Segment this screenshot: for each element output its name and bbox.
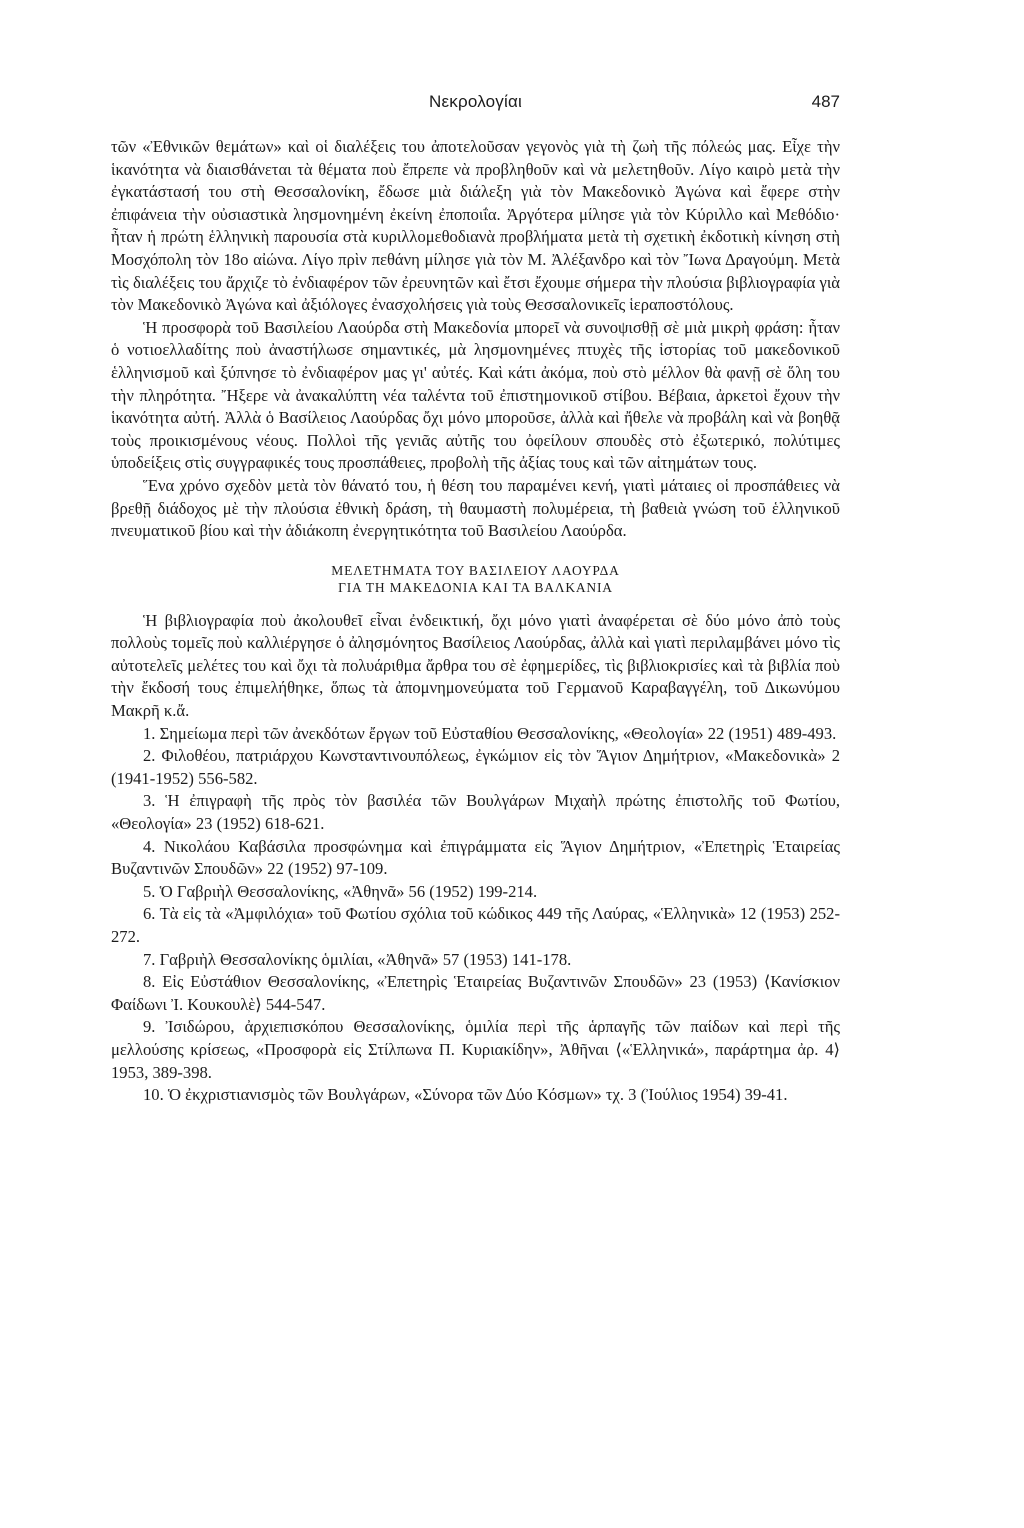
reference-item: 6. Τὰ εἰς τὰ «Ἀμφιλόχια» τοῦ Φωτίου σχόλια τοῦ κώδικος 449 τῆς Λαύρας, «Ἑλληνικὰ» 12 (1953) 252-272. xyxy=(111,904,840,946)
document-page xyxy=(111,92,840,1107)
running-header xyxy=(111,92,840,118)
bibliography xyxy=(111,610,840,1107)
bibliography-intro: Ἡ βιβλιογραφία ποὺ ἀκολουθεῖ εἶναι ἐνδεικτική, ὄχι μόνο γιατὶ ἀναφέρεται σὲ δύο μόνο ἀπὸ τοὺς πολλοὺς τομεῖς ποὺ καλλιέργησε ὁ ἀλησμόνητος Βασίλειος Λαούρδας, ἀλλὰ καὶ γιατὶ περιλαμβάνει μόνο τὶς αὐτοτελεῖς μελέτες του καὶ ὄχι τὰ πολυάριθμα ἄρθρα του σὲ ἐφημερίδες, τὶς βιβλιοκρισίες καὶ τὰ βιβλία ποὺ τὴν ἔκδοσή τους ἐπιμελήθηκε, ὅπως τὰ ἀπομνημονεύματα τοῦ Γερμανοῦ Καραβαγγέλη, τοῦ Δικωνύμου Μακρῆ κ.ἄ. xyxy=(111,610,840,721)
reference-item: 5. Ὁ Γαβριὴλ Θεσσαλονίκης, «Ἀθηνᾶ» 56 (1952) 199-214. xyxy=(143,881,538,901)
page-number: 487 xyxy=(811,92,840,111)
reference-item: 8. Εἰς Εὐστάθιον Θεσσαλονίκης, «Ἐπετηρὶς Ἑταιρείας Βυζαντινῶν Σπουδῶν» 23 (1953) ⟨Κανίσκιον Φαίδωνι Ἰ. Κουκουλὲ⟩ 544-547. xyxy=(111,972,840,1014)
reference-item: 3. Ἡ ἐπιγραφὴ τῆς πρὸς τὸν βασιλέα τῶν Βουλγάρων Μιχαὴλ πρώτης ἐπιστολῆς τοῦ Φωτίου, «Θεολογία» 23 (1952) 618-621. xyxy=(111,791,840,834)
paragraph: Ἕνα χρόνο σχεδὸν μετὰ τὸν θάνατό του, ἡ θέση του παραμένει κενή, γιατὶ μάταιες οἱ προσπάθειες νὰ βρεθῇ διάδοχος μὲ τὴν πλούσια ἐθνικὴ δράση, τὴ θαυμαστὴ πολυμέρεια, τὴ βαθειὰ γνώση τοῦ ἑλληνικοῦ πνευματικοῦ βίου καὶ τὴν ἀδιάκοπη ἐνεργητικότητα τοῦ Βασιλείου Λαούρδα. xyxy=(111,475,840,541)
section-heading xyxy=(111,562,840,596)
paragraph: Ἡ προσφορὰ τοῦ Βασιλείου Λαούρδα στὴ Μακεδονία μπορεῖ νὰ συνοψισθῇ σὲ μιὰ μικρὴ φράση: ἦταν ὁ νοτιοελλαδίτης ποὺ ἀναστήλωσε σημαντικές, μὰ λησμονημένες πτυχὲς τῆς ἱστορίας τοῦ μακεδονικοῦ ἑλληνισμοῦ καὶ ξύπνησε τὸ ἐνδιαφέρον μας γι' αὐτές. Καὶ κάτι ἀκόμα, ποὺ στὸ μέλλον θὰ φανῇ σὲ ὅλη του τὴν πληρότητα. Ἤξερε νὰ ἀνακαλύπτη νέα ταλέντα τοῦ ἐπιστημονικοῦ στίβου. Βέβαια, ἀρκετοὶ ἔχουν τὴν ἱκανότητα αὐτή. Ἀλλὰ ὁ Βασίλειος Λαούρδας ὄχι μόνο μποροῦσε, ἀλλὰ καὶ ἤθελε νὰ προβάλη καὶ νὰ βοηθᾷ τοὺς προικισμένους νέους. Πολλοὶ τῆς γενιᾶς αὐτῆς του ὀφείλουν σπουδὲς στὸ ἐξωτερικό, πολύτιμες ὑποδείξεις στὶς συγγραφικές τους προσπάθειες, προβολὴ τῆς ἀξίας τους καὶ τῶν αἰτημάτων τους. xyxy=(111,317,840,473)
reference-item: 7. Γαβριὴλ Θεσσαλονίκης ὁμιλίαι, «Ἀθηνᾶ» 57 (1953) 141-178. xyxy=(143,949,572,969)
paragraph: τῶν «Ἐθνικῶν θεμάτων» καὶ οἱ διαλέξεις του ἀποτελοῦσαν γεγονὸς γιὰ τὴ ζωὴ τῆς πόλεώς μας. Εἶχε τὴν ἱκανότητα νὰ διαισθάνεται τὰ θέματα ποὺ ἔπρεπε νὰ προβληθοῦν καὶ νὰ μελετηθοῦν. Λίγο καιρὸ μετὰ τὴν ἐγκατάστασή του στὴ Θεσσαλονίκη, ἔδωσε μιὰ διάλεξη γιὰ τὸν Μακεδονικὸ Ἀγώνα καὶ ἔφερε στὴν ἐπιφάνεια τὴν οὐσιαστικὰ λησμονημένη ἐκείνη ἐποποιΐα. Ἀργότερα μίλησε γιὰ τὸν Κύριλλο καὶ Μεθόδιο· ἦταν ἡ πρώτη ἑλληνικὴ παρουσία στὰ κυριλλομεθοδιανὰ προβλήματα μετὰ τὴ σχετικὴ ἐκδοτικὴ κίνηση στὴ Μοσχόπολη τὸν 18ο αἰώνα. Λίγο πρὶν πεθάνη μίλησε γιὰ τὸν Μ. Ἀλέξανδρο καὶ τὸν Ἴωνα Δραγούμη. Μετὰ τὶς διαλέξεις του ἄρχιζε τὸ ἐνδιαφέρον τῶν ἐρευνητῶν καὶ ἔτσι ἔχουμε σήμερα τὴν πλούσια βιβλιογραφία γιὰ τὸν Μακεδονικὸ Ἀγώνα καὶ ἀξιόλογες ἐνασχολήσεις γιὰ τοὺς Θεσσαλονικεῖς ἱεραποστόλους. xyxy=(111,137,840,315)
section-heading-line: ΜΕΛΕΤΗΜΑΤΑ ΤΟΥ ΒΑΣΙΛΕΙΟΥ ΛΑΟΥΡΔΑ xyxy=(331,562,620,578)
body-text xyxy=(111,136,840,543)
reference-item: 2. Φιλοθέου, πατριάρχου Κωνσταντινουπόλεως, ἐγκώμιον εἰς τὸν Ἅγιον Δημήτριον, «Μακεδονικὰ» 2 (1941-1952) 556-582. xyxy=(111,746,840,788)
reference-item: 1. Σημείωμα περὶ τῶν ἀνεκδότων ἔργων τοῦ Εὐσταθίου Θεσσαλονίκης, «Θεολογία» 22 (1951) 489-493. xyxy=(143,723,837,743)
header-title: Νεκρολογίαι xyxy=(429,92,522,111)
reference-item: 10. Ὁ ἐκχριστιανισμὸς τῶν Βουλγάρων, «Σύνορα τῶν Δύο Κόσμων» τχ. 3 (Ἰούλιος 1954) 39-41. xyxy=(143,1085,788,1105)
reference-item: 4. Νικολάου Καβάσιλα προσφώνημα καὶ ἐπιγράμματα εἰς Ἅγιον Δημήτριον, «Ἐπετηρὶς Ἑταιρείας Βυζαντινῶν Σπουδῶν» 22 (1952) 97-109. xyxy=(111,836,840,879)
section-heading-line: ΓΙΑ ΤΗ ΜΑΚΕΔΟΝΙΑ ΚΑΙ ΤΑ ΒΑΛΚΑΝΙΑ xyxy=(338,579,613,595)
reference-item: 9. Ἰσιδώρου, ἀρχιεπισκόπου Θεσσαλονίκης, ὁμιλία περὶ τῆς ἁρπαγῆς τῶν παίδων καὶ περὶ τῆς μελλούσης κρίσεως, «Προσφορὰ εἰς Στίλπωνα Π. Κυριακίδην», Ἀθῆναι ⟨«Ἑλληνικά», παράρτημα ἀρ. 4⟩ 1953, 389-398. xyxy=(111,1017,840,1082)
